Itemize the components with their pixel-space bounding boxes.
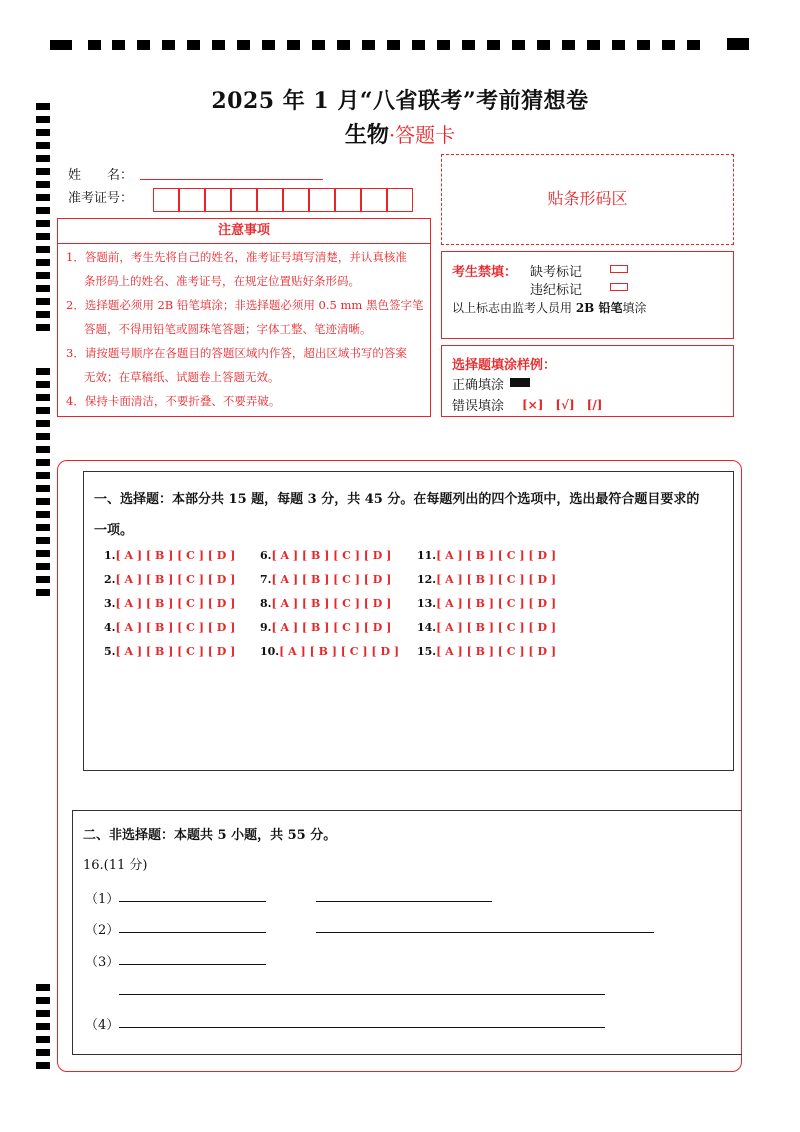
part-1-label: （1） bbox=[85, 892, 120, 907]
absent-mark-label: 缺考标记 bbox=[530, 265, 583, 280]
part-2-answer-line-a[interactable] bbox=[119, 932, 266, 933]
name-label: 姓 名： bbox=[68, 168, 134, 183]
fill-example-box bbox=[441, 345, 734, 417]
subject-title bbox=[0, 118, 800, 149]
wrong-fill-marks: [×] [√] [/] bbox=[522, 398, 603, 412]
note-prefix: 以上标志由监考人员用 bbox=[452, 301, 576, 315]
part-2-label: （2） bbox=[85, 923, 120, 938]
part-3-answer-line-b[interactable] bbox=[119, 994, 605, 995]
part-2-answer-line-b[interactable] bbox=[316, 932, 654, 933]
barcode-label: 贴条形码区 bbox=[547, 189, 628, 208]
mc-question-4[interactable]: 4.[ A ] [ B ] [ C ] [ D ] bbox=[104, 621, 236, 634]
note-bold: 2B 铅笔 bbox=[575, 301, 623, 315]
notice-item: 无效；在草稿纸、试题卷上答题无效。 bbox=[84, 370, 280, 384]
part-4-answer-line[interactable] bbox=[119, 1027, 605, 1028]
absent-mark-box[interactable] bbox=[610, 265, 628, 273]
prohibited-label: 考生禁填： bbox=[452, 265, 518, 280]
section1-heading-cont: 一项。 bbox=[94, 523, 134, 538]
name-field[interactable] bbox=[140, 164, 323, 180]
mc-question-14[interactable]: 14.[ A ] [ B ] [ C ] [ D ] bbox=[417, 621, 557, 634]
mc-question-7[interactable]: 7.[ A ] [ B ] [ C ] [ D ] bbox=[260, 573, 392, 586]
part-4-label: （4） bbox=[85, 1018, 120, 1033]
mc-question-8[interactable]: 8.[ A ] [ B ] [ C ] [ D ] bbox=[260, 597, 392, 610]
correct-fill-mark bbox=[510, 378, 530, 387]
part-1-answer-line-a[interactable] bbox=[119, 901, 266, 902]
answer-sheet-label: ·答题卡 bbox=[388, 123, 456, 147]
notice-title: 注意事项 bbox=[58, 219, 430, 244]
mc-question-11[interactable]: 11.[ A ] [ B ] [ C ] [ D ] bbox=[417, 549, 557, 562]
question-16-label: 16.(11 分) bbox=[83, 858, 148, 873]
notice-item: 条形码上的姓名、准考证号，在规定位置贴好条形码。 bbox=[84, 274, 360, 288]
part-3-answer-line-a[interactable] bbox=[119, 964, 266, 965]
prohibited-box bbox=[441, 251, 734, 339]
exam-id-label: 准考证号： bbox=[68, 191, 134, 206]
mc-question-15[interactable]: 15.[ A ] [ B ] [ C ] [ D ] bbox=[417, 645, 557, 658]
fill-example-title: 选择题填涂样例： bbox=[452, 358, 557, 373]
exam-title: 2025 年 1 月“八省联考”考前猜想卷 bbox=[211, 88, 589, 114]
mc-question-3[interactable]: 3.[ A ] [ B ] [ C ] [ D ] bbox=[104, 597, 236, 610]
mc-question-10[interactable]: 10.[ A ] [ B ] [ C ] [ D ] bbox=[260, 645, 400, 658]
notice-item: 3．请按题号顺序在各题目的答题区域内作答，超出区域书写的答案 bbox=[66, 346, 407, 360]
notice-item: 答题，不得用铅笔或圆珠笔答题；字体工整、笔迹清晰。 bbox=[84, 322, 372, 336]
violation-mark-label: 违纪标记 bbox=[530, 283, 583, 298]
violation-mark-box[interactable] bbox=[610, 283, 628, 291]
prohibited-note bbox=[452, 299, 647, 316]
mc-question-12[interactable]: 12.[ A ] [ B ] [ C ] [ D ] bbox=[417, 573, 557, 586]
mc-question-13[interactable]: 13.[ A ] [ B ] [ C ] [ D ] bbox=[417, 597, 557, 610]
mc-question-2[interactable]: 2.[ A ] [ B ] [ C ] [ D ] bbox=[104, 573, 236, 586]
part-3-label: （3） bbox=[85, 955, 120, 970]
correct-fill-label: 正确填涂 bbox=[452, 378, 505, 393]
notice-box bbox=[57, 218, 431, 417]
wrong-fill-label: 错误填涂 bbox=[452, 399, 505, 414]
barcode-area bbox=[441, 154, 734, 245]
section1-heading: 一、选择题：本部分共 15 题，每题 3 分，共 45 分。在每题列出的四个选项中，选出最符合题目要求的 bbox=[94, 492, 700, 507]
part-1-answer-line-b[interactable] bbox=[316, 901, 492, 902]
notice-item: 1．答题前，考生先将自己的姓名，准考证号填写清楚，并认真核准 bbox=[66, 250, 407, 264]
section2-heading: 二、非选择题：本题共 5 小题，共 55 分。 bbox=[83, 828, 337, 843]
mc-question-1[interactable]: 1.[ A ] [ B ] [ C ] [ D ] bbox=[104, 549, 236, 562]
note-suffix: 填涂 bbox=[622, 301, 647, 315]
subject-name: 生物 bbox=[344, 122, 389, 148]
mc-question-5[interactable]: 5.[ A ] [ B ] [ C ] [ D ] bbox=[104, 645, 236, 658]
mc-question-9[interactable]: 9.[ A ] [ B ] [ C ] [ D ] bbox=[260, 621, 392, 634]
notice-item: 2．选择题必须用 2B 铅笔填涂；非选择题必须用 0.5 mm 黑色签字笔 bbox=[66, 298, 424, 312]
section2-box bbox=[72, 810, 742, 1055]
mc-question-6[interactable]: 6.[ A ] [ B ] [ C ] [ D ] bbox=[260, 549, 392, 562]
section1-box bbox=[83, 471, 734, 771]
notice-item: 4．保持卡面清洁，不要折叠、不要弄破。 bbox=[66, 394, 281, 408]
